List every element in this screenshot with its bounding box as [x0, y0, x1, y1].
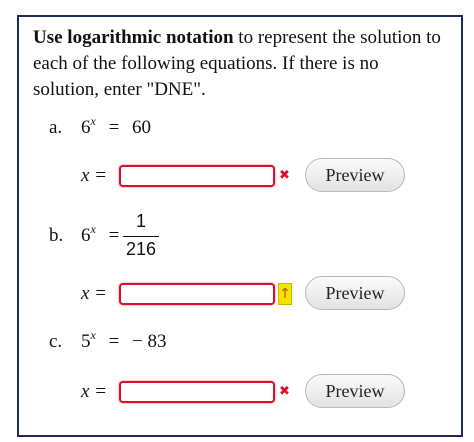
instructions-rest: to represent the solution to each of the following equations. If there is no solution, enter "DNE".	[33, 27, 441, 100]
preview-label: Preview	[325, 381, 385, 401]
equation-rhs: − 83	[132, 331, 167, 352]
part-c-equation	[81, 328, 167, 353]
up-arrow-icon	[278, 283, 292, 305]
status-symbol: ✖	[279, 168, 290, 183]
part-b-fraction	[123, 211, 159, 260]
part-c-answer-label	[81, 381, 107, 403]
answer-variable: x =	[81, 283, 108, 304]
fraction-denominator: 216	[125, 239, 157, 259]
equals-sign: =	[108, 225, 120, 246]
fraction-bar	[123, 236, 159, 237]
part-a-label	[49, 117, 62, 139]
part-b-equation	[81, 222, 127, 247]
status-symbol: ↑	[279, 286, 291, 302]
part-c-label	[49, 331, 62, 353]
instructions-bold: Use logarithmic notation	[33, 27, 234, 48]
part-b-label	[49, 225, 63, 247]
equation-base: 6	[81, 117, 91, 138]
part-b-preview-button[interactable]	[305, 276, 405, 310]
equals-sign: =	[108, 117, 120, 138]
equation-base: 6	[81, 225, 91, 246]
answer-variable: x =	[81, 165, 108, 186]
equation-exponent: x	[90, 114, 96, 128]
equation-base: 5	[81, 331, 91, 352]
x-mark-icon	[279, 168, 290, 183]
answer-variable: x =	[81, 381, 108, 402]
part-a-equation	[81, 114, 152, 139]
fraction-numerator: 1	[135, 211, 146, 231]
part-label: c.	[49, 331, 63, 352]
status-symbol: ✖	[279, 384, 290, 399]
question-panel	[17, 15, 463, 437]
equals-sign: =	[108, 331, 120, 352]
part-a-preview-button[interactable]	[305, 158, 405, 192]
equation-exponent: x	[90, 328, 96, 342]
part-b-answer-input[interactable]	[119, 283, 275, 305]
equation-rhs: 60	[132, 117, 152, 138]
part-a-answer-input[interactable]	[119, 165, 275, 187]
equation-exponent: x	[90, 222, 96, 236]
part-c-preview-button[interactable]	[305, 374, 405, 408]
part-label: b.	[49, 225, 64, 246]
part-label: a.	[49, 117, 63, 138]
preview-label: Preview	[325, 165, 385, 185]
instructions-text	[33, 25, 449, 103]
part-a-answer-label	[81, 165, 107, 187]
part-b-answer-label	[81, 283, 107, 305]
preview-label: Preview	[325, 283, 385, 303]
part-c-answer-input[interactable]	[119, 381, 275, 403]
x-mark-icon	[279, 384, 290, 399]
